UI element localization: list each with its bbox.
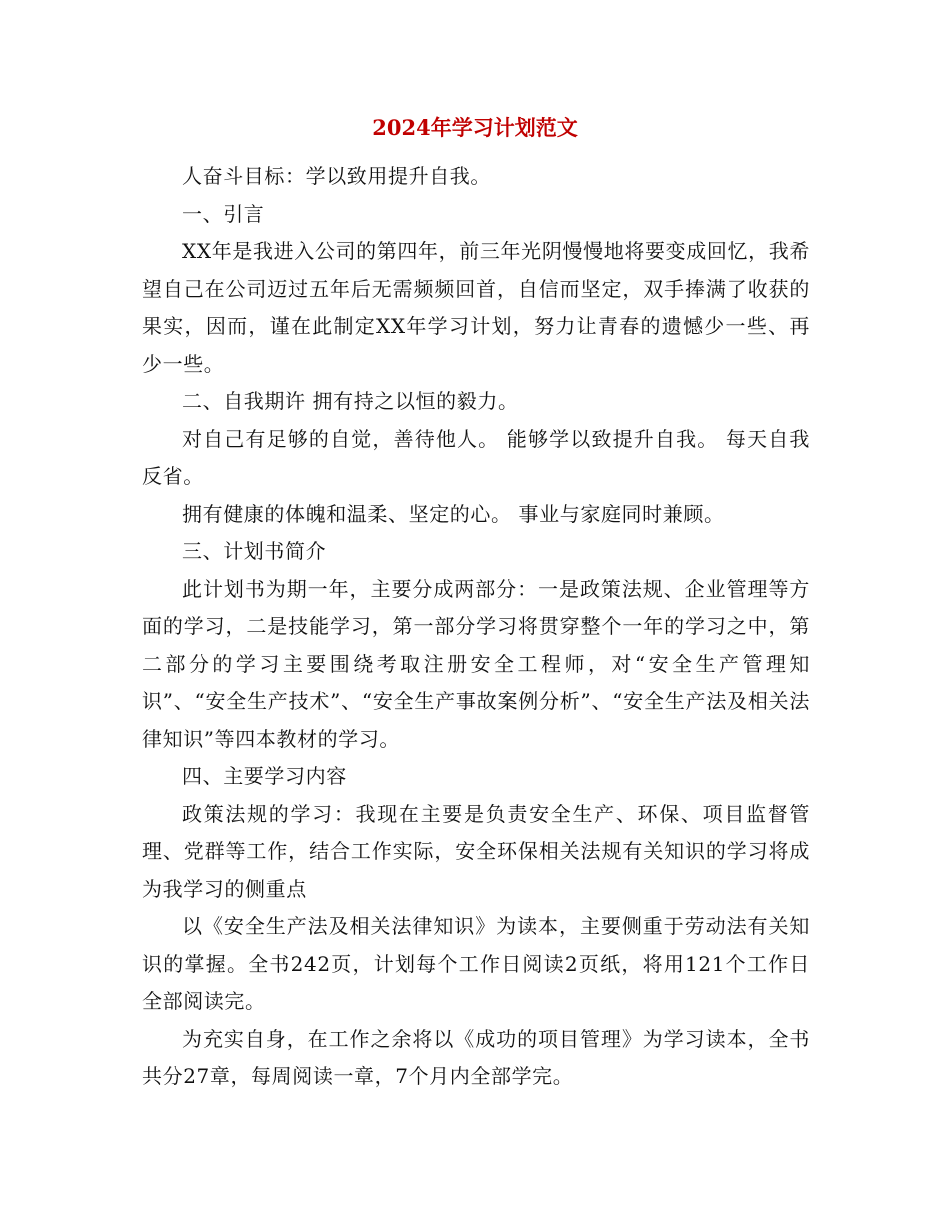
paragraph-plan-overview: 此计划书为期一年，主要分成两部分：一是政策法规、企业管理等方面的学习，二是技能学习，第一部分学习将贯穿整个一年的学习之中，第二部分的学习主要围绕考取注册安全工程师，对“安全生产管理知识”、“安全生产技术”、“安全生产事故案例分析”、“安全生产法及相关法律知识”等四本教材的学习。 [142,576,810,751]
paragraph-introduction: XX年是我进入公司的第四年，前三年光阴慢慢地将要变成回忆，我希望自己在公司迈过五年后无需频频回首，自信而坚定，双手捧满了收获的果实，因而，谨在此制定XX年学习计划，努力让青春的遗憾少一些、再少一些。 [142,239,810,376]
paragraph-safety-law-book: 以《安全生产法及相关法律知识》为读本，主要侧重于劳动法有关知识的掌握。全书242页，计划每个工作日阅读2页纸，将用121个工作日全部阅读完。 [142,914,810,1013]
heading-plan-overview: 三、计划书简介 [182,539,327,563]
paragraph-project-management-book: 为充实自身，在工作之余将以《成功的项目管理》为学习读本，全书共分27章，每周阅读一章，7个月内全部学完。 [142,1026,810,1088]
paragraph-policy-study: 政策法规的学习：我现在主要是负责安全生产、环保、项目监督管理、党群等工作，结合工作实际，安全环保相关法规有关知识的学习将成为我学习的侧重点 [142,801,810,901]
heading-self-expectation: 二、自我期许 拥有持之以恒的毅力。 [182,389,519,413]
paragraph-self-awareness: 对自己有足够的自觉，善待他人。 能够学以致提升自我。 每天自我反省。 [142,426,810,488]
heading-main-content: 四、主要学习内容 [182,764,347,788]
heading-introduction: 一、引言 [182,201,265,226]
document-body [142,158,810,1096]
paragraph-goal: 人奋斗目标：学以致用提升自我。 [182,164,491,188]
document-title: 2024年学习计划范文 [372,115,578,140]
paragraph-health: 拥有健康的体魄和温柔、坚定的心。 事业与家庭同时兼顾。 [182,501,725,526]
